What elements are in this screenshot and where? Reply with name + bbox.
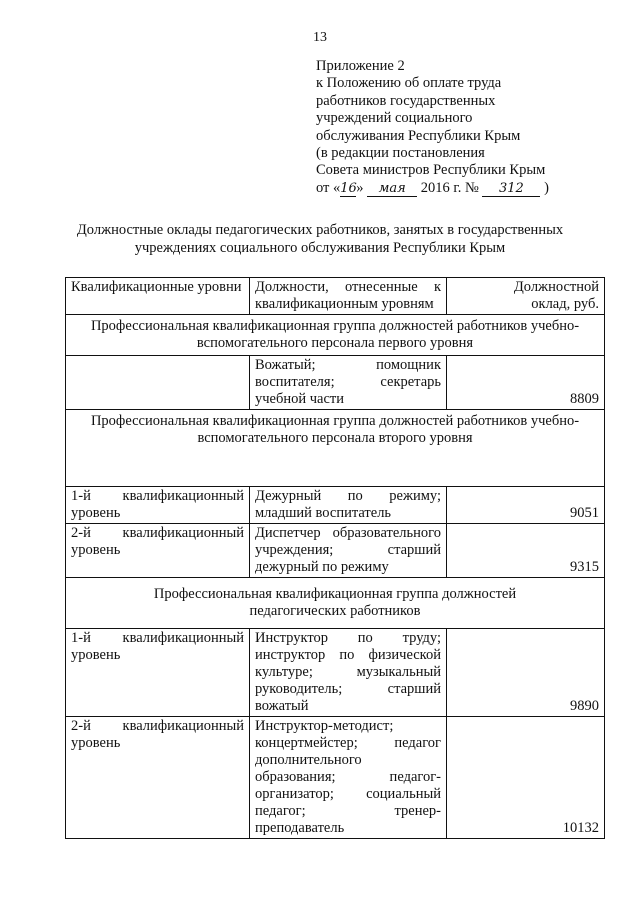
document-title: Должностные оклады педагогических работников, занятых в государственных учреждениях социального обслуживания Республики Крым xyxy=(76,222,564,256)
group-title xyxy=(66,410,605,487)
date-suffix: ) xyxy=(540,179,549,196)
appendix-line: обслуживания Республики Крым xyxy=(316,127,521,144)
level-cell: 2-й квалификационный уровень xyxy=(66,717,250,839)
level-cell: 1-й квалификационный уровень xyxy=(66,487,250,524)
positions-cell: Диспетчер образовательного учреждения; старший дежурный по режиму xyxy=(250,524,447,578)
table-row xyxy=(66,629,605,717)
positions-cell: Инструктор по труду; инструктор по физической культуре; музыкальный руководитель; старший вожатый xyxy=(250,629,447,717)
salary-cell: 9315 xyxy=(447,524,605,578)
appendix-line: работников государственных xyxy=(316,92,496,109)
resolution-date-line xyxy=(316,180,616,197)
positions-cell: Дежурный по режиму; младший воспитатель xyxy=(250,487,447,524)
table-header-row xyxy=(66,278,605,315)
header-positions: Должности, отнесенные к квалификационным уровням xyxy=(250,278,447,315)
handwritten-number: 312 xyxy=(482,182,540,197)
date-prefix: от « xyxy=(316,179,341,196)
salary-table xyxy=(65,277,605,839)
page-number: 13 xyxy=(313,30,327,45)
appendix-line: (в редакции постановления xyxy=(316,145,485,162)
appendix-line: к Положению об оплате труда xyxy=(316,75,502,92)
level-cell: 2-й квалификационный уровень xyxy=(66,524,250,578)
appendix-line: Приложение 2 xyxy=(316,58,405,74)
group-title-text: Профессиональная квалификационная группа должностей работников учебно-вспомогательного персонала второго уровня xyxy=(90,413,580,446)
table-row xyxy=(66,356,605,410)
handwritten-month: мая xyxy=(367,182,417,197)
appendix-block xyxy=(316,58,616,197)
salary-cell: 8809 xyxy=(447,356,605,410)
group-row xyxy=(66,410,605,487)
header-levels: Квалификационные уровни xyxy=(66,278,250,315)
salary-cell: 9890 xyxy=(447,629,605,717)
positions-cell: Инструктор-методист; концертмейстер; педагог дополнительного образования; педагог-организатор; социальный педагог; тренер-преподаватель xyxy=(250,717,447,839)
level-cell xyxy=(66,356,250,410)
date-year: 2016 г. № xyxy=(417,179,483,196)
table-row xyxy=(66,524,605,578)
positions-cell: Вожатый; помощник воспитателя; секретарь учебной части xyxy=(250,356,447,410)
appendix-line: Совета министров Республики Крым xyxy=(316,162,546,179)
table-row xyxy=(66,487,605,524)
header-salary: Должностной оклад, руб. xyxy=(447,278,605,315)
date-mid: » xyxy=(356,179,364,196)
handwritten-day: 16 xyxy=(340,180,357,196)
salary-cell: 10132 xyxy=(447,717,605,839)
salary-cell: 9051 xyxy=(447,487,605,524)
group-row xyxy=(66,315,605,356)
group-row xyxy=(66,578,605,629)
table-row xyxy=(66,717,605,839)
level-cell: 1-й квалификационный уровень xyxy=(66,629,250,717)
appendix-line: учреждений социального xyxy=(316,110,473,127)
group-title: Профессиональная квалификационная группа должностей работников учебно-вспомогательного персонала первого уровня xyxy=(66,315,605,356)
group-title xyxy=(66,578,605,629)
group-title-text: Профессиональная квалификационная группа должностей педагогических работников xyxy=(153,586,517,619)
